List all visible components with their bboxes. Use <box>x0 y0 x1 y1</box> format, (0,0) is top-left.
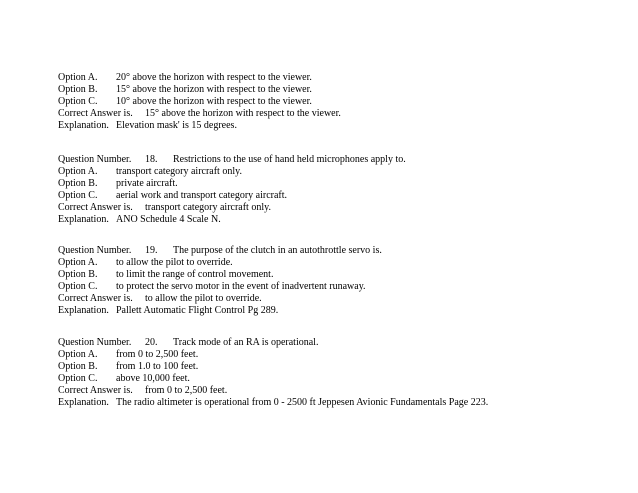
correct-answer-text: to allow the pilot to override. <box>145 293 262 304</box>
question-number: 20. <box>145 337 158 348</box>
question-label: Question Number. <box>58 245 132 256</box>
question-text: The purpose of the clutch in an autothrottle servo is. <box>173 245 382 256</box>
explanation-text: The radio altimeter is operational from 0 - 2500 ft Jeppesen Avionic Fundamentals Page 223. <box>116 397 489 408</box>
correct-answer-label: Correct Answer is. <box>58 293 133 304</box>
option-b-label: Option B. <box>58 178 98 189</box>
option-c-text: above 10,000 feet. <box>116 373 190 384</box>
explanation-text: Elevation mask' is 15 degrees. <box>116 120 237 131</box>
question-text: Track mode of an RA is operational. <box>173 337 319 348</box>
option-b-text: from 1.0 to 100 feet. <box>116 361 199 372</box>
option-a-text: 20° above the horizon with respect to the viewer. <box>116 72 312 83</box>
correct-answer-text: from 0 to 2,500 feet. <box>145 385 228 396</box>
explanation-label: Explanation. <box>58 120 109 131</box>
correct-answer-text: transport category aircraft only. <box>145 202 271 213</box>
option-b-text: to limit the range of control movement. <box>116 269 274 280</box>
question-number: 19. <box>145 245 158 256</box>
correct-answer-label: Correct Answer is. <box>58 385 133 396</box>
explanation-text: ANO Schedule 4 Scale N. <box>116 214 221 225</box>
explanation-text: Pallett Automatic Flight Control Pg 289. <box>116 305 279 316</box>
option-c-label: Option C. <box>58 190 98 201</box>
option-c-label: Option C. <box>58 96 98 107</box>
correct-answer-label: Correct Answer is. <box>58 108 133 119</box>
option-a-label: Option A. <box>58 166 98 177</box>
option-b-text: 15° above the horizon with respect to the viewer. <box>116 84 312 95</box>
option-c-text: to protect the servo motor in the event of inadvertent runaway. <box>116 281 366 292</box>
option-a-label: Option A. <box>58 257 98 268</box>
correct-answer-label: Correct Answer is. <box>58 202 133 213</box>
option-c-text: 10° above the horizon with respect to the viewer. <box>116 96 312 107</box>
option-b-label: Option B. <box>58 84 98 95</box>
option-a-text: from 0 to 2,500 feet. <box>116 349 199 360</box>
option-a-text: transport category aircraft only. <box>116 166 242 177</box>
explanation-label: Explanation. <box>58 397 109 408</box>
option-c-label: Option C. <box>58 373 98 384</box>
option-b-text: private aircraft. <box>116 178 178 189</box>
option-a-label: Option A. <box>58 349 98 360</box>
question-number: 18. <box>145 154 158 165</box>
option-c-text: aerial work and transport category aircraft. <box>116 190 288 201</box>
option-c-label: Option C. <box>58 281 98 292</box>
explanation-label: Explanation. <box>58 214 109 225</box>
question-text: Restrictions to the use of hand held microphones apply to. <box>173 154 406 165</box>
question-label: Question Number. <box>58 337 132 348</box>
option-b-label: Option B. <box>58 361 98 372</box>
question-label: Question Number. <box>58 154 132 165</box>
option-a-label: Option A. <box>58 72 98 83</box>
explanation-label: Explanation. <box>58 305 109 316</box>
option-b-label: Option B. <box>58 269 98 280</box>
option-a-text: to allow the pilot to override. <box>116 257 233 268</box>
correct-answer-text: 15° above the horizon with respect to the viewer. <box>145 108 341 119</box>
